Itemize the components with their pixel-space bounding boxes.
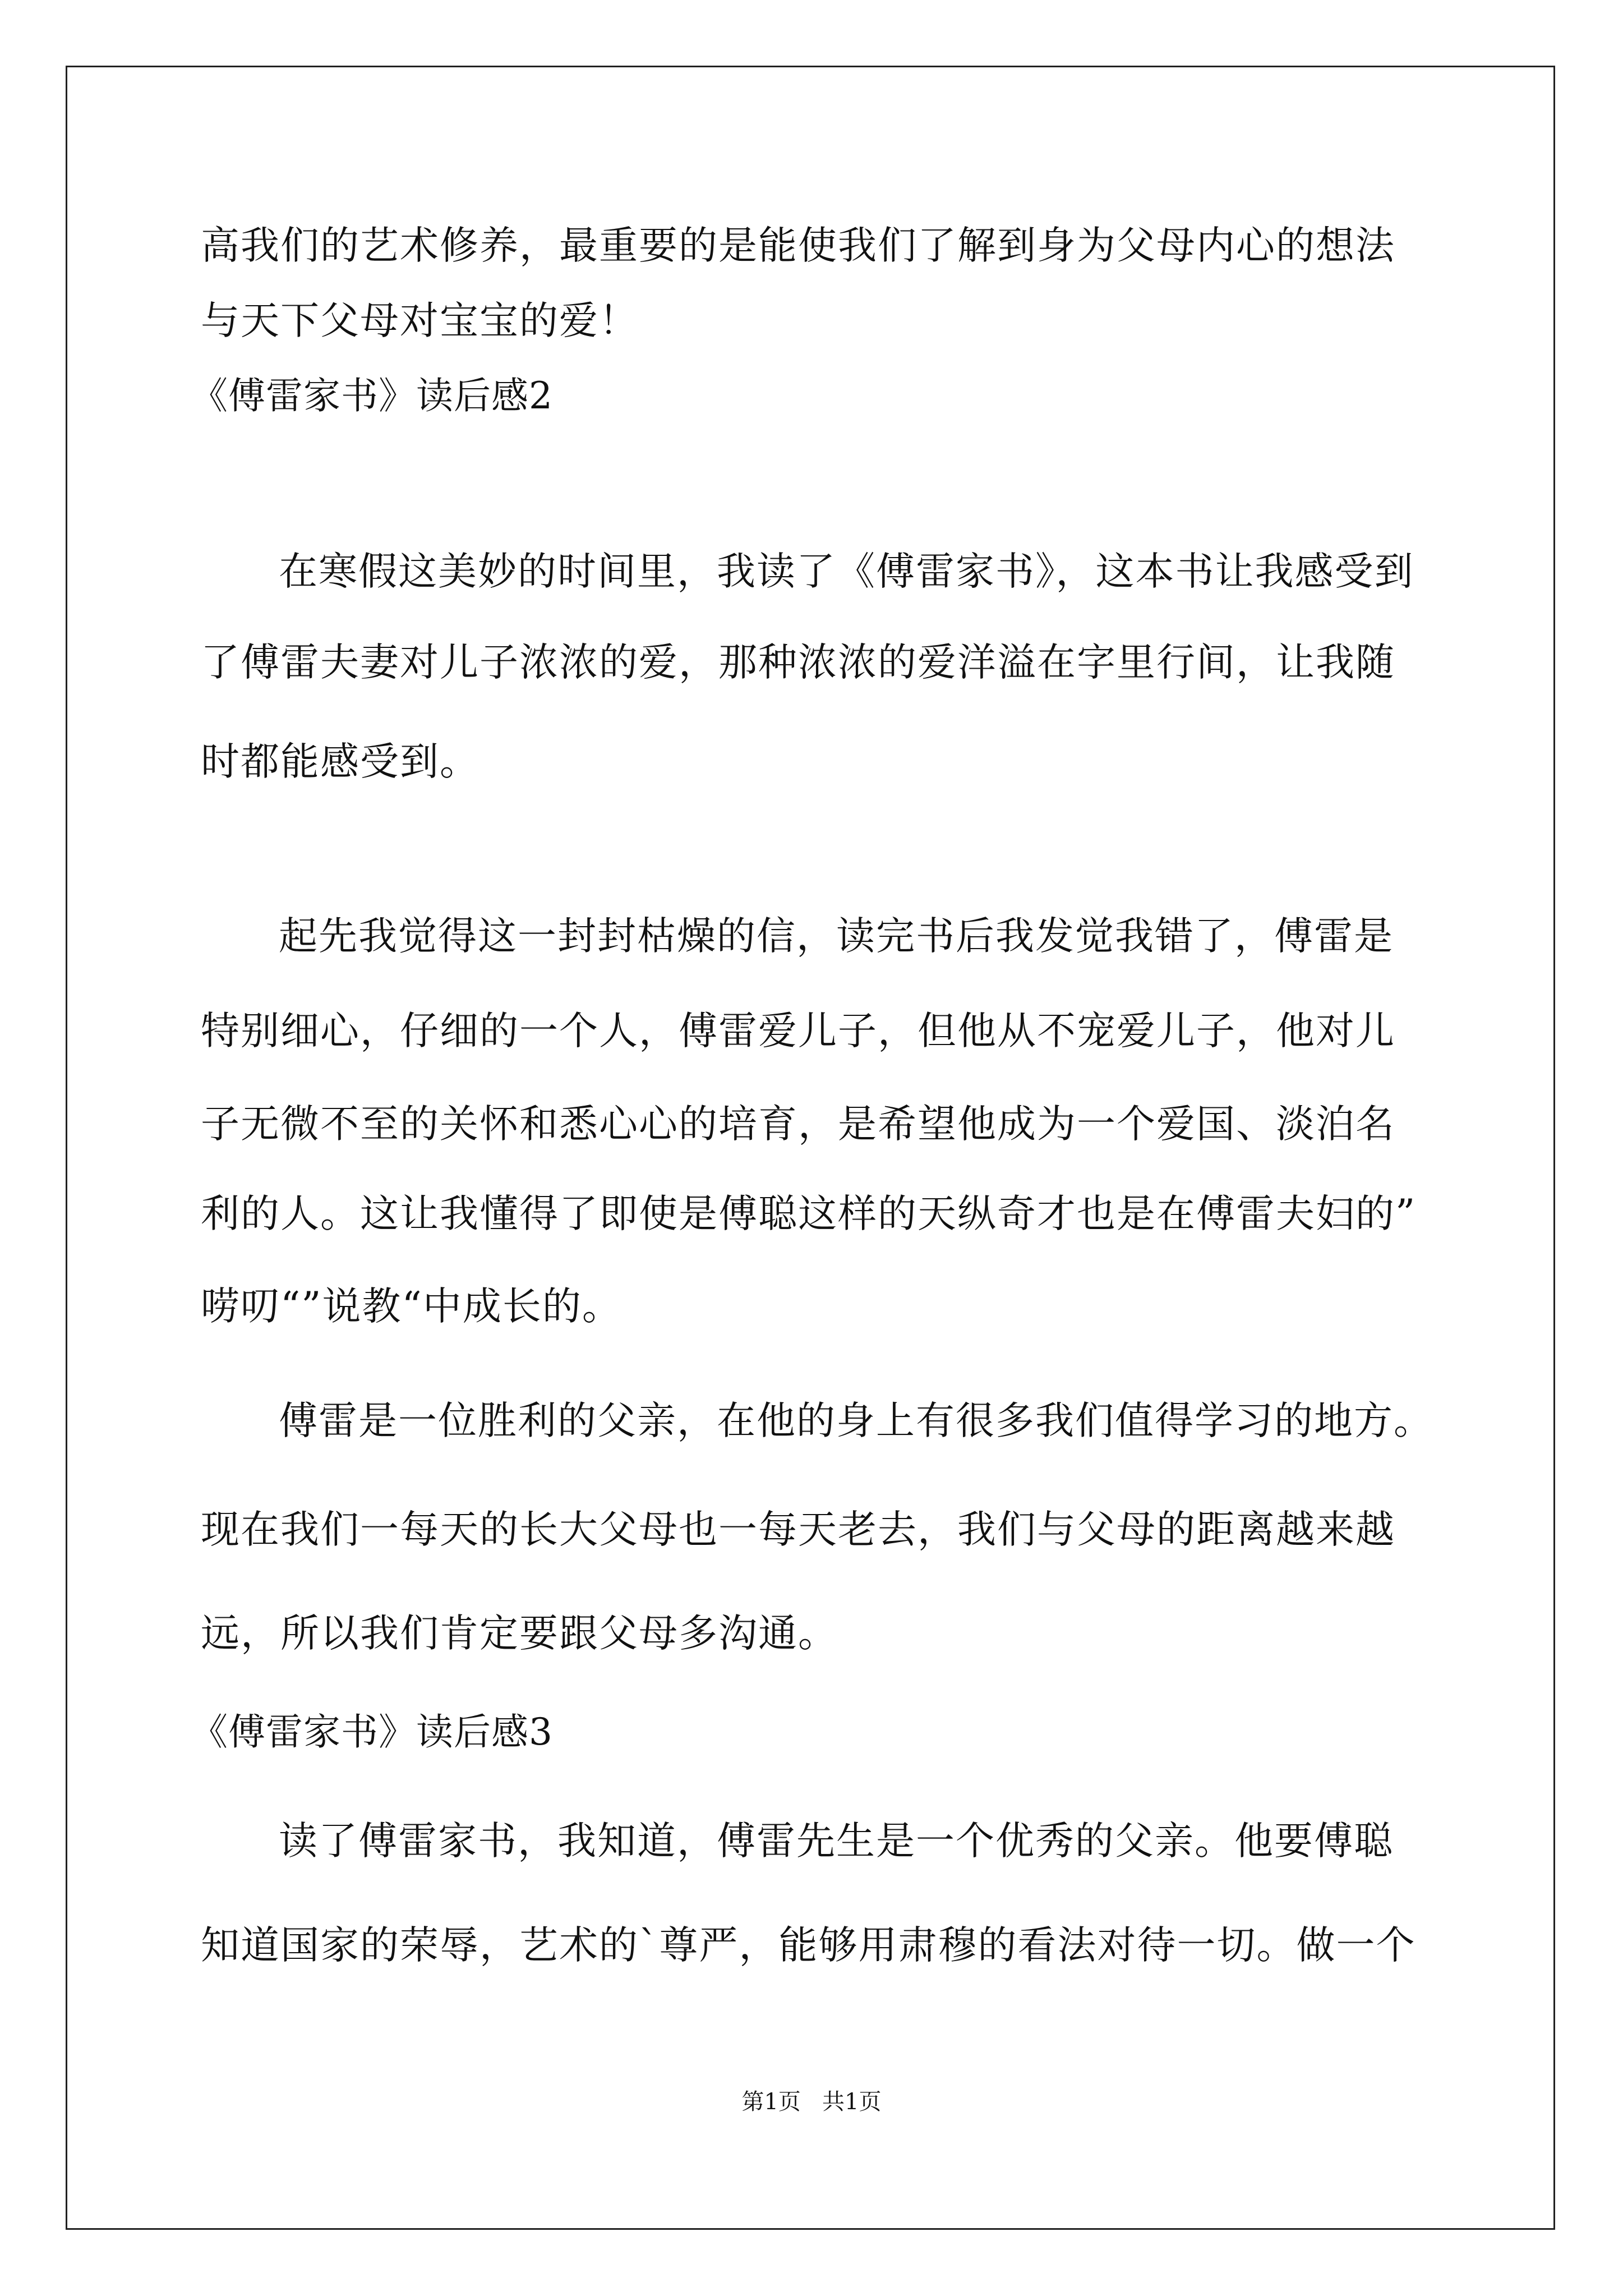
paragraph-line: 了傅雷夫妻对儿子浓浓的爱，那种浓浓的爱洋溢在字里行间，让我随 (201, 640, 1395, 685)
paragraph-line: 读了傅雷家书，我知道，傅雷先生是一个优秀的父亲。他要傅聪 (279, 1819, 1394, 1864)
paragraph-line: 与天下父母对宝宝的爱！ (201, 298, 639, 343)
paragraph-line: 唠叨“”说教“中成长的。 (201, 1284, 622, 1329)
paragraph-line: 时都能感受到。 (201, 739, 479, 784)
section-heading: 《傅雷家书》读后感2 (191, 374, 553, 417)
paragraph-line: 高我们的艺术修养，最重要的是能使我们了解到身为父母内心的想法 (201, 223, 1395, 268)
paragraph-line: 利的人。这让我懂得了即使是傅聪这样的天纵奇才也是在傅雷夫妇的” (201, 1191, 1417, 1236)
paragraph-line: 子无微不至的关怀和悉心心的培育，是希望他成为一个爱国、淡泊名 (201, 1102, 1395, 1147)
paragraph-line: 知道国家的荣辱，艺术的`尊严，能够用肃穆的看法对待一切。做一个 (201, 1923, 1416, 1968)
page-footer: 第1页 共1页 (741, 2089, 882, 2115)
paragraph-line: 起先我觉得这一封封枯燥的信，读完书后我发觉我错了，傅雷是 (279, 914, 1394, 959)
paragraph-line: 远，所以我们肯定要跟父母多沟通。 (201, 1611, 838, 1656)
paragraph-line: 现在我们一每天的长大父母也一每天老去，我们与父母的距离越来越 (201, 1507, 1395, 1552)
paragraph-line: 特别细心，仔细的一个人，傅雷爱儿子，但他从不宠爱儿子，他对儿 (201, 1009, 1395, 1053)
paragraph-line: 在寒假这美妙的时间里，我读了《傅雷家书》，这本书让我感受到 (279, 549, 1414, 594)
section-heading: 《傅雷家书》读后感3 (191, 1710, 553, 1754)
paragraph-line: 傅雷是一位胜利的父亲，在他的身上有很多我们值得学习的地方。 (279, 1398, 1433, 1443)
